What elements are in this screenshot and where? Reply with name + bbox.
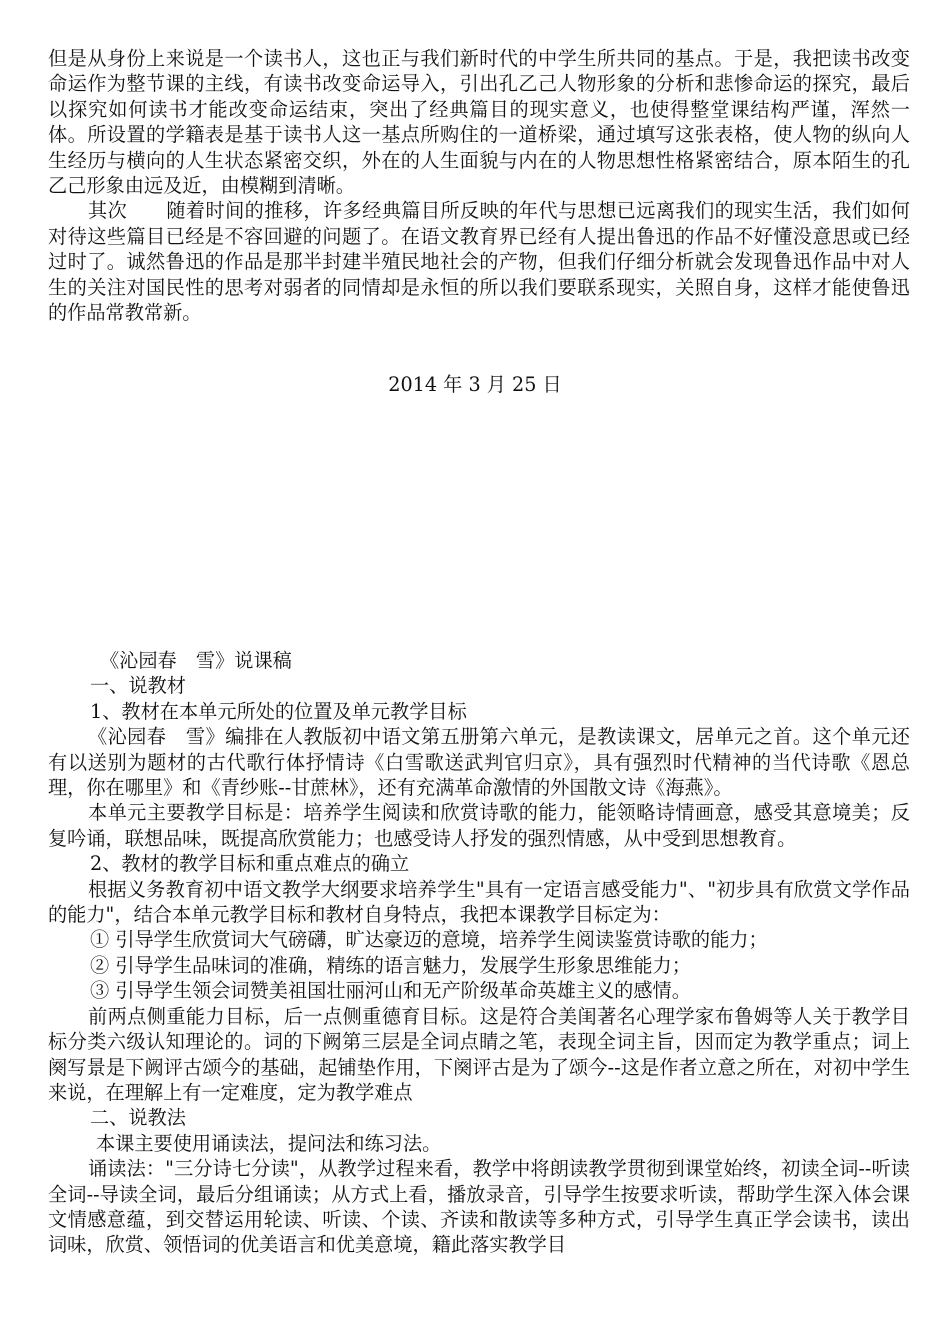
goal-item: ① 引导学生欣赏词大气磅礴，旷达豪迈的意境，培养学生阅读鉴赏诗歌的能力；: [90, 928, 768, 952]
paragraph: 《沁园春 雪》编排在人教版初中语文第五册第六单元，是教读课文，居单元之首。这个单元还有以送别为题材的古代歌行体抒情诗《白雪歌送武判官归京》，具有强烈时代精神的当代诗歌《恩总理，你在哪里》和《青纱账--甘蔗林》，还有充满革命激情的外国散文诗《海燕》。: [48, 725, 910, 800]
paragraph: 其次 随着时间的推移，许多经典篇目所反映的年代与思想已远离我们的现实生活，我们如何对待这些篇目已经是不容回避的问题了。在语文教育界已经有人提出鲁迅的作品不好懂没意思或已经过时了。诚然鲁迅的作品是那半封建半殖民地社会的产物，但我们仔细分析就会发现鲁迅作品中对人生的关注对国民性的思考对弱者的同情却是永恒的所以我们要联系现实，关照自身，这样才能使鲁迅的作品常教常新。: [48, 199, 910, 325]
heading-teaching-method: 二、说教法: [90, 1106, 186, 1130]
paragraph: 前两点侧重能力目标，后一点侧重德育目标。这是符合美闺著名心理学家布鲁姆等人关于教学目标分类六级认知理论的。词的下阙第三层是全词点睛之笔，表现全词主旨，因而定为教学重点；词上阕写景是下阙评古颂今的基础，起铺垫作用，下阕评古是为了颂今--这是作者立意之所在，对初中学生来说，在理解上有一定难度，定为教学难点: [48, 1004, 910, 1104]
document-title: 《沁园春 雪》说课稿: [100, 649, 292, 672]
subheading-teaching-goals: 2、教材的教学目标和重点难点的确立: [90, 852, 410, 876]
section-qinyuanchun: [48, 648, 910, 1258]
paragraph: 本单元主要教学目标是：培养学生阅读和欣赏诗歌的能力，能领略诗情画意，感受其意境美；反复吟诵，联想品味，既提高欣赏能力；也感受诗人抒发的强烈情感，从中受到思想教育。: [48, 801, 910, 850]
paragraph: 根据义务教育初中语文教学大纲要求培养学生"具有一定语言感受能力"、"初步具有欣赏文学作品的能力"，结合本单元教学目标和教材自身特点，我把本课教学目标定为：: [48, 877, 910, 927]
paragraph: 但是从身份上来说是一个读书人，这也正与我们新时代的中学生所共同的基点。于是，我把读书改变命运作为整节课的主线，有读书改变命运导入，引出孔乙己人物形象的分析和悲惨命运的探究，最后以探究如何读书才能改变命运结束，突出了经典篇目的现实意义，也使得整堂课结构严谨，浑然一体。所设置的学籍表是基于读书人这一基点所购住的一道桥梁，通过填写这张表格，使人物的纵向人生经历与横向的人生状态紧密交织，外在的人生面貌与内在的人物思想性格紧密结合，原本陌生的孔乙己形象由远及近，由模糊到清晰。: [48, 47, 910, 198]
section-kongyiji-continuation: [48, 46, 910, 325]
goal-item: ③ 引导学生领会词赞美祖国壮丽河山和无产阶级革命英雄主义的感情。: [90, 979, 691, 1003]
subheading-unit-position: 1、教材在本单元所处的位置及单元教学目标: [90, 699, 467, 723]
goal-item: ② 引导学生品味词的准确，精练的语言魅力，发展学生形象思维能力；: [90, 953, 691, 977]
date-line: 2014 年 3 月 25 日: [388, 373, 562, 396]
heading-teaching-material: 一、说教材: [90, 674, 186, 698]
paragraph: 本课主要使用诵读法，提问法和练习法。: [96, 1131, 442, 1155]
paragraph: 诵读法："三分诗七分读"，从教学过程来看，教学中将朗读教学贯彻到课堂始终，初读全词--听读全词--导读全词，最后分组诵读；从方式上看，播放录音，引导学生按要求听读，帮助学生深入体会课文情感意蕴，到交替运用轮读、听读、个读、齐读和散读等多种方式，引导学生真正学会读书，读出词味，欣赏、领悟词的优美语言和优美意境，籍此落实教学目: [48, 1157, 910, 1257]
